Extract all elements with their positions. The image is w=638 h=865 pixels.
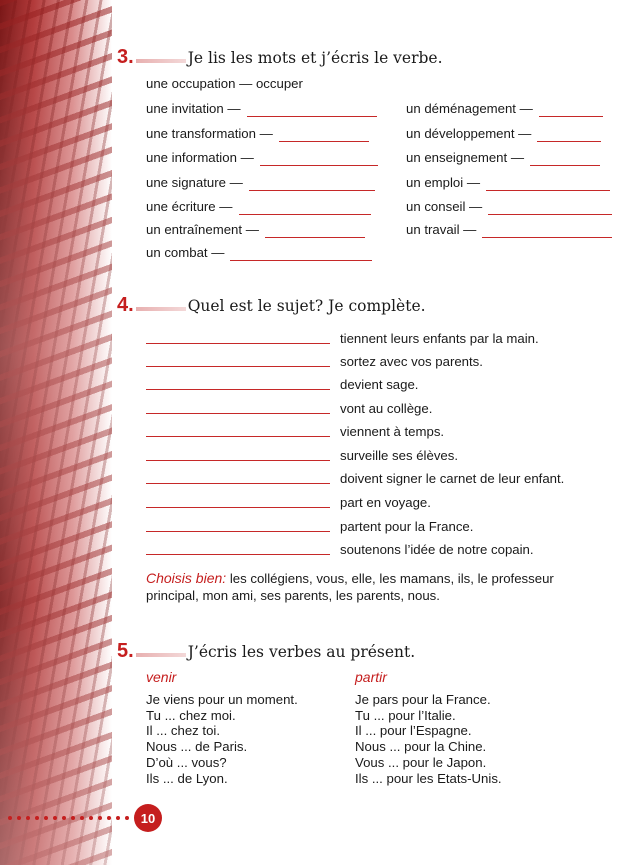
left-item: une transformation — [146,126,369,142]
col2-line: Je pars pour la France. [355,692,491,707]
answer-line[interactable] [537,130,601,142]
decorative-building-photo [0,0,112,865]
section-bar [136,59,186,63]
page-marker [8,804,162,832]
dot-icon [89,816,93,820]
answer-line[interactable] [482,226,612,238]
answer-line[interactable] [249,179,375,191]
example-line: une occupation — occuper [146,76,303,91]
col2-line: Vous ... pour le Japon. [355,755,487,770]
sentence-ending: soutenons l’idée de notre copain. [340,542,534,557]
col1-line: Je viens pour un moment. [146,692,298,707]
dot-icon [17,816,21,820]
sentence-ending: doivent signer le carnet de leur enfant. [340,471,565,486]
section-3-title: Je lis les mots et j’écris le verbe. [187,49,443,67]
sentence-ending: partent pour la France. [340,519,474,534]
right-item: un enseignement — [406,150,600,166]
answer-line[interactable] [146,436,330,437]
answer-line[interactable] [247,105,377,117]
col1-title: venir [146,669,177,685]
right-item: un conseil — [406,199,612,215]
col1-line: D’où ... vous? [146,755,227,770]
sentence-ending: sortez avec vos parents. [340,354,483,369]
answer-line[interactable] [146,554,330,555]
dot-icon [35,816,39,820]
answer-line[interactable] [146,531,330,532]
section-bar [136,307,186,311]
choose-note [146,570,606,604]
dot-icon [26,816,30,820]
sentence-ending: part en voyage. [340,495,431,510]
right-item: un déménagement — [406,101,603,117]
section-bar [136,653,186,657]
section-4-number: 4. [117,294,134,316]
answer-line[interactable] [239,203,371,215]
answer-line[interactable] [146,483,330,484]
answer-line[interactable] [488,203,612,215]
dot-icon [125,816,129,820]
col2-line: Il ... pour l’Espagne. [355,723,472,738]
dot-icon [107,816,111,820]
answer-line[interactable] [486,179,610,191]
answer-line[interactable] [539,105,603,117]
dot-icon [62,816,66,820]
choose-label: Choisis bien: [146,570,227,586]
left-item: un entraînement — [146,222,365,238]
right-item: un travail — [406,222,612,238]
section-3-header [117,46,443,69]
section-3-number: 3. [117,46,134,68]
col1-line: Tu ... chez moi. [146,708,236,723]
answer-line[interactable] [260,154,378,166]
left-item: un combat — [146,245,372,261]
dot-icon [53,816,57,820]
col1-line: Nous ... de Paris. [146,739,248,754]
sentence-ending: devient sage. [340,377,419,392]
right-item: un développement — [406,126,601,142]
col1-line: Il ... chez toi. [146,723,221,738]
answer-line[interactable] [146,343,330,344]
col2-line: Nous ... pour la Chine. [355,739,487,754]
page-number: 10 [134,804,162,832]
section-5-number: 5. [117,640,134,662]
sentence-ending: vont au collège. [340,401,433,416]
dot-icon [8,816,12,820]
section-5-header [117,640,415,663]
dot-icon [116,816,120,820]
choose-text: les collégiens, vous, elle, les mamans, ils, le professeur principal, mon ami, ses parents, les parents, nous. [146,571,554,603]
answer-line[interactable] [265,226,365,238]
answer-line[interactable] [230,249,372,261]
dot-icon [98,816,102,820]
dot-icon [44,816,48,820]
dot-icon [71,816,75,820]
answer-line[interactable] [530,154,600,166]
dot-icon [80,816,84,820]
answer-line[interactable] [279,130,369,142]
section-4-header [117,294,426,317]
col1-line: Ils ... de Lyon. [146,771,228,786]
col2-title: partir [355,669,387,685]
answer-line[interactable] [146,507,330,508]
left-item: une écriture — [146,199,371,215]
right-item: un emploi — [406,175,610,191]
sentence-ending: surveille ses élèves. [340,448,459,463]
answer-line[interactable] [146,460,330,461]
left-item: une signature — [146,175,375,191]
col2-line: Ils ... pour les Etats-Unis. [355,771,502,786]
col2-line: Tu ... pour l’Italie. [355,708,456,723]
sentence-ending: viennent à temps. [340,424,445,439]
section-4-title: Quel est le sujet? Je complète. [187,297,426,315]
sentence-ending: tiennent leurs enfants par la main. [340,331,539,346]
section-5-title: J’écris les verbes au présent. [187,643,416,661]
answer-line[interactable] [146,413,330,414]
answer-line[interactable] [146,389,330,390]
left-item: une invitation — [146,101,377,117]
answer-line[interactable] [146,366,330,367]
left-item: une information — [146,150,378,166]
